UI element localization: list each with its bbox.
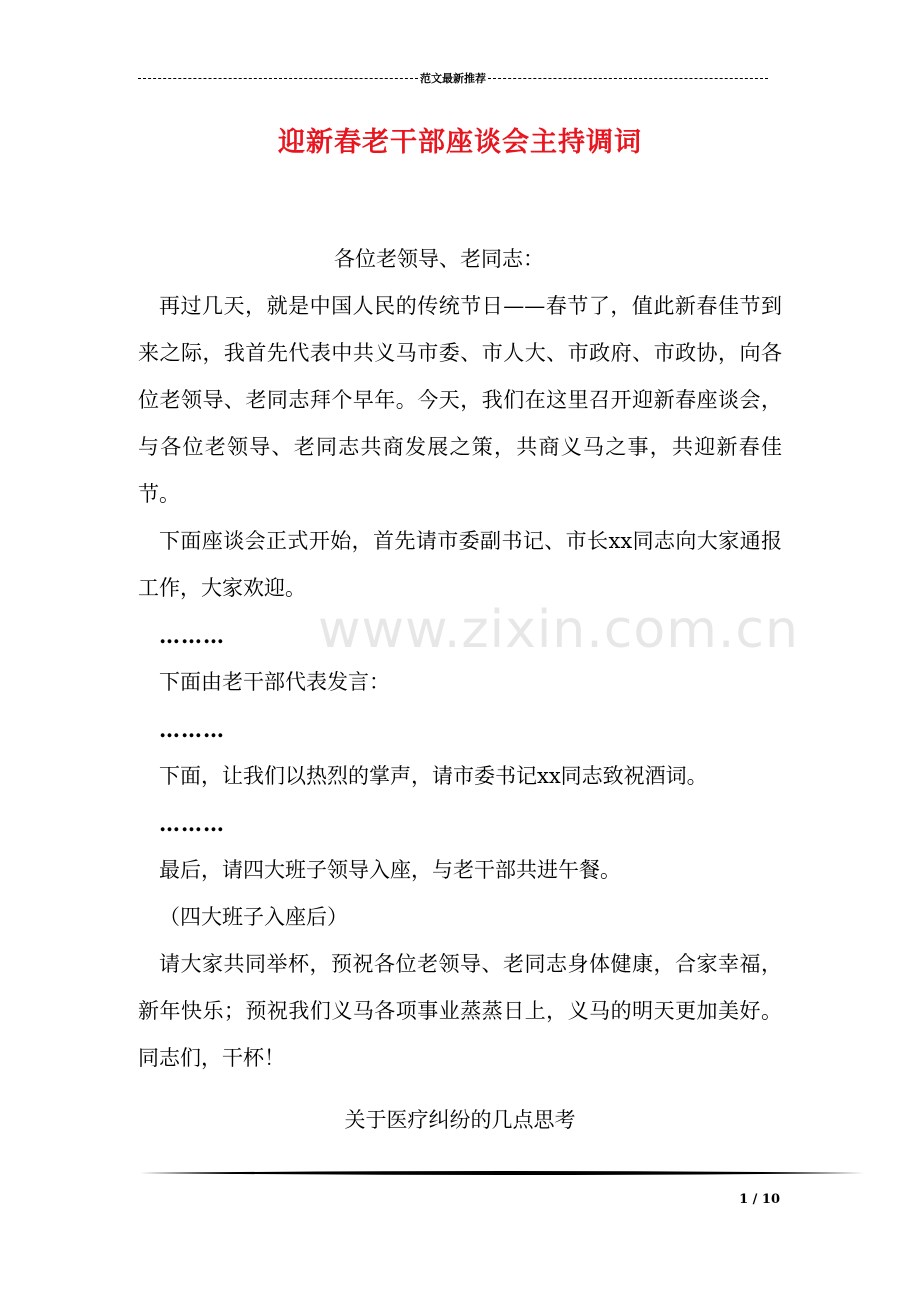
paragraph-4: 下面，让我们以热烈的掌声，请市委书记xx同志致祝酒词。 [159,764,708,788]
paragraph-2: 下面座谈会正式开始，首先请市委副书记、市长xx同志向大家通报工作，大家欢迎。 [138,529,782,600]
header-dashes-right [488,78,768,79]
ellipsis-2: ……… [159,717,225,742]
paragraph-1: 再过几天，就是中国人民的传统节日——春节了，值此新春佳节到来之际，我首先代表中共义马市委、市人大、市政府、市政协，向各位老领导、老同志拜个早年。今天，我们在这里召开迎新春座谈会，与各位老领导、老同志共商发展之策，共商义马之事，共迎新春佳节。 [138,294,782,506]
paragraph-3: 下面由老干部代表发言： [159,670,390,694]
header-dashes-left [138,78,418,79]
next-article-title-text: 关于医疗纠纷的几点思考 [344,1108,576,1132]
salutation: 各位老领导、老同志： [334,247,544,271]
ellipsis-1: ……… [159,623,225,648]
document-body [138,236,782,1082]
page-header [138,68,768,88]
document-title: 迎新春老干部座谈会主持调词 [278,127,642,158]
watermark: www.zixin.com.cn [318,600,799,660]
next-article-title [0,1104,920,1134]
header-label: 范文最新推荐 [420,72,486,85]
paragraph-6: （四大班子入座后） [159,905,348,929]
page-number: 1 / 10 [739,1192,780,1207]
paragraph-7: 请大家共同举杯，预祝各位老领导、老同志身体健康，合家幸福，新年快乐；预祝我们义马各项事业蒸蒸日上，义马的明天更加美好。同志们，干杯！ [138,952,782,1070]
ellipsis-3: ……… [159,811,225,836]
footer-rule [140,1170,864,1176]
paragraph-5: 最后，请四大班子领导入座，与老干部共进午餐。 [159,858,621,882]
